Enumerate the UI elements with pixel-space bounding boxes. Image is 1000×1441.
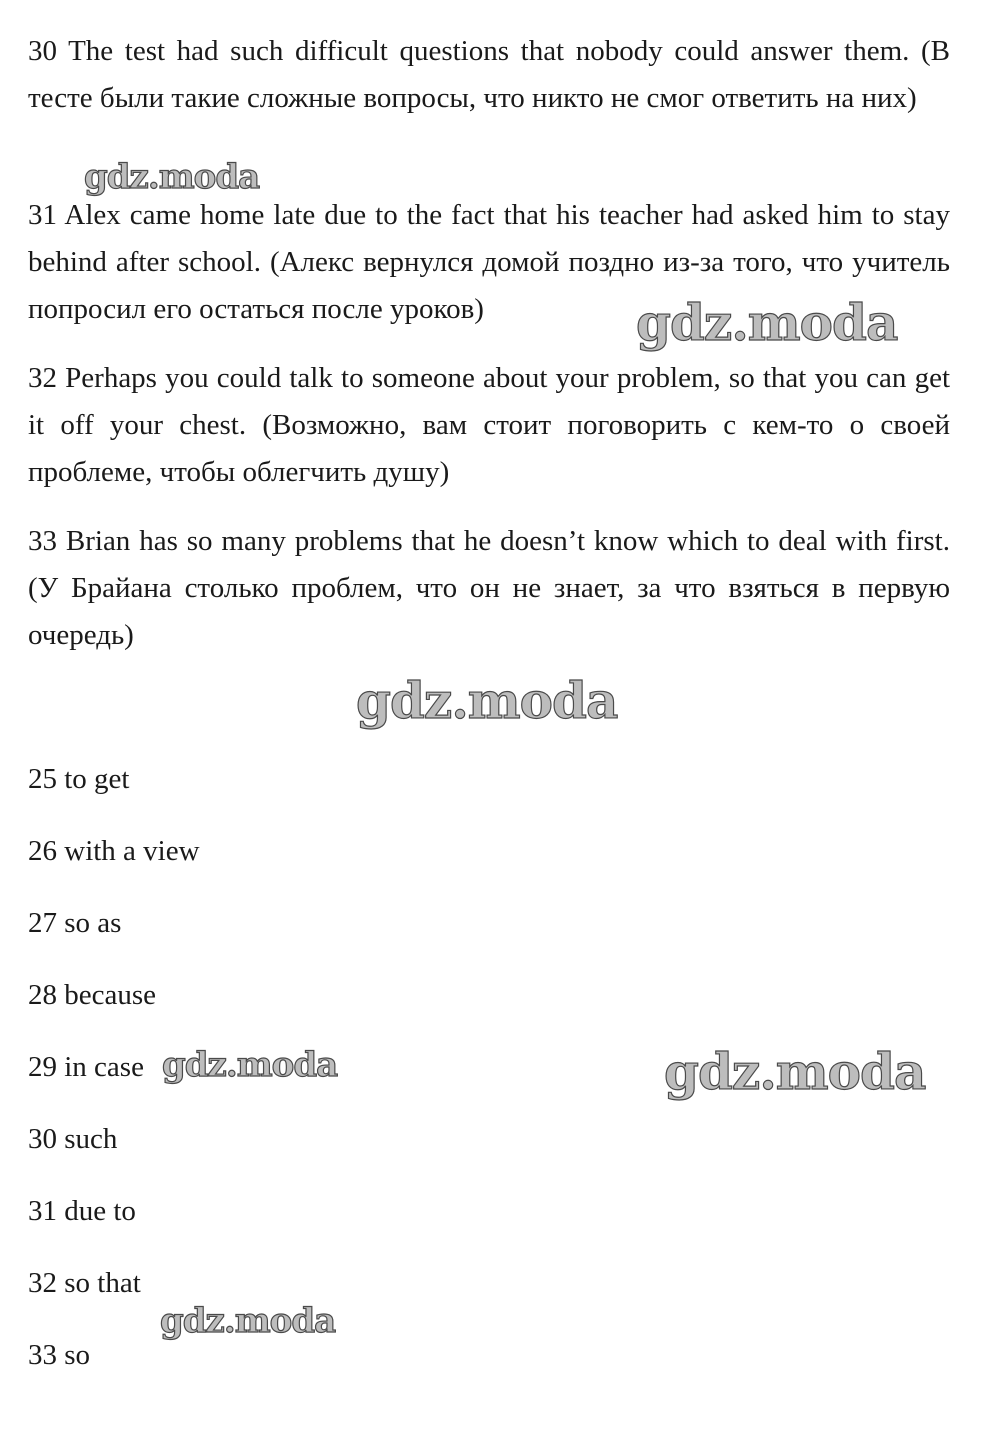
answer-29: 29 in case: [28, 1051, 144, 1083]
answer-26: 26 with a view: [28, 835, 200, 867]
answer-list: [28, 756, 200, 1404]
watermark-logo: gdz.moda: [162, 1045, 338, 1085]
watermark-logo: gdz.moda: [84, 157, 260, 197]
sentence-32: 32 Perhaps you could talk to someone about your problem, so that you can get it off your chest. (Возможно, вам стоит поговорить с кем-то о своей проблеме, чтобы облегчить душу): [28, 362, 950, 488]
answer-27: 27 so as: [28, 907, 122, 939]
answer-28: 28 because: [28, 979, 157, 1011]
watermark-logo: gdz.moda: [356, 671, 618, 730]
answer-33: 33 so: [28, 1339, 91, 1371]
sentence-31: 31 Alex came home late due to the fact that his teacher had asked him to stay behind after school. (Алекс вернулся домой поздно из-за того, что учитель попросил его остаться после уроков): [28, 199, 950, 325]
sentence-33: 33 Brian has so many problems that he doesn’t know which to deal with first. (У Брайана столько проблем, что он не знает, за что взяться в первую очередь): [28, 525, 950, 651]
answer-30: 30 such: [28, 1123, 118, 1155]
sentence-30: 30 The test had such difficult questions that nobody could answer them. (В тесте были такие сложные вопросы, что никто не смог ответить на них): [28, 35, 950, 114]
answer-25: 25 to get: [28, 763, 130, 795]
watermark-logo: gdz.moda: [636, 293, 898, 352]
watermark-logo: gdz.moda: [160, 1301, 336, 1341]
watermark-logo: gdz.moda: [664, 1042, 926, 1101]
answer-31: 31 due to: [28, 1195, 136, 1227]
answer-32: 32 so that: [28, 1267, 141, 1299]
